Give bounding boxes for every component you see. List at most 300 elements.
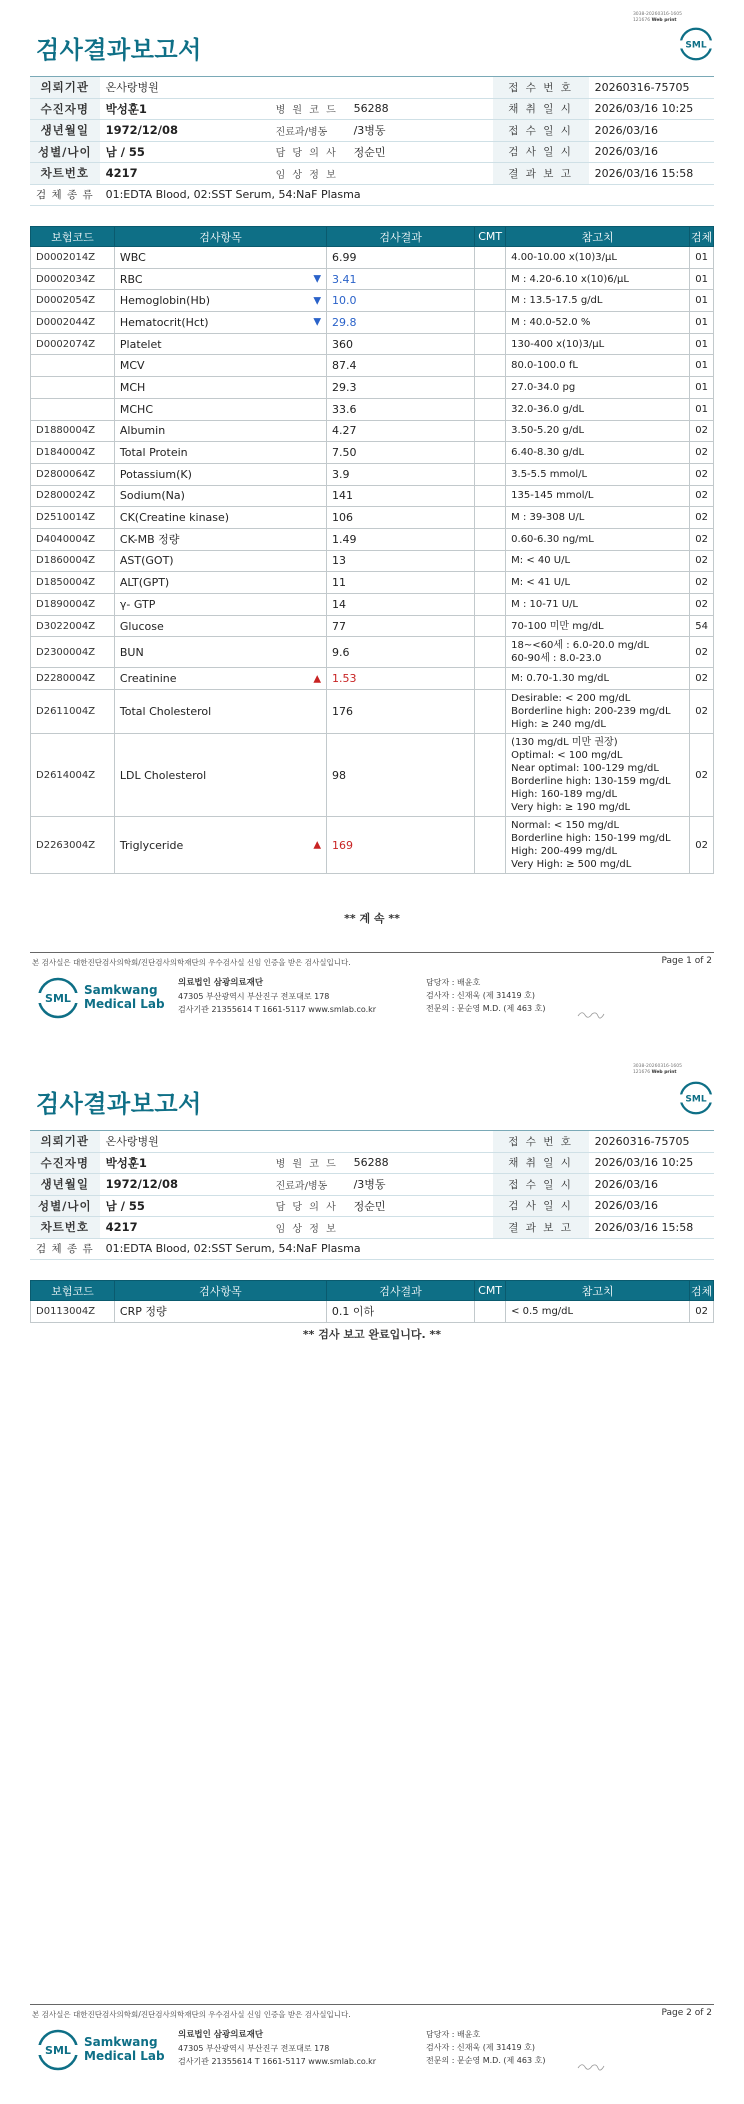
sexage-label: 성별/나이: [30, 141, 100, 163]
staff-label: 담당자 :: [426, 2030, 455, 2039]
specimen-value: 01:EDTA Blood, 02:SST Serum, 54:NaF Plasma: [100, 184, 714, 206]
cell-item: [114, 312, 326, 334]
brand-line2: Medical Lab: [84, 2049, 165, 2063]
cell-cmt: [475, 1301, 506, 1323]
cell-result: 169: [327, 817, 475, 874]
patient-info-table: [30, 76, 714, 206]
stamp-id: 3038-20260316-1605: [632, 12, 682, 17]
cell-code: D2800024Z: [31, 485, 115, 507]
cell-item: [114, 528, 326, 550]
client-label: 의뢰기관: [30, 1131, 100, 1153]
cell-cmt: [475, 637, 506, 668]
item-label: LDL Cholesterol: [119, 768, 207, 782]
cell-result: 3.9: [327, 463, 475, 485]
cell-item: [114, 355, 326, 377]
cell-result: 1.53: [327, 668, 475, 690]
cell-cmt: [475, 420, 506, 442]
cell-result: 106: [327, 507, 475, 529]
specialist-label: 전문의 :: [426, 1004, 455, 1013]
item-label: RBC: [119, 272, 143, 286]
org-name: 의료법인 삼광의료재단: [178, 2030, 264, 2040]
table-row: [31, 668, 714, 690]
cell-code: D2300004Z: [31, 637, 115, 668]
table-row: [31, 528, 714, 550]
table-row: [31, 507, 714, 529]
cell-result: 29.8: [327, 312, 475, 334]
results-table: [30, 226, 714, 874]
cell-code: D0002014Z: [31, 247, 115, 269]
cell-result: 3.41: [327, 268, 475, 290]
dept-value: /3병동: [348, 1174, 493, 1196]
doctor-value: 정순민: [348, 1195, 493, 1217]
cell-result: 14: [327, 594, 475, 616]
item-label: Sodium(Na): [119, 489, 185, 503]
test-date-label: 검 사 일 시: [493, 1195, 589, 1217]
cell-item: [114, 594, 326, 616]
cell-item: [114, 668, 326, 690]
cell-item: [114, 463, 326, 485]
cell-result: 98: [327, 734, 475, 817]
cell-result: 87.4: [327, 355, 475, 377]
chart-label: 차트번호: [30, 1217, 100, 1239]
cell-result: 33.6: [327, 398, 475, 420]
results-table: [30, 1280, 714, 1323]
cell-cmt: [475, 377, 506, 399]
item-label: γ- GTP: [119, 597, 156, 611]
cell-result: 141: [327, 485, 475, 507]
specialist-value: 문순영 M.D. (제 463 호): [456, 1004, 546, 1013]
cell-item: [114, 247, 326, 269]
cell-code: D1840004Z: [31, 442, 115, 464]
birth-label: 생년월일: [30, 120, 100, 142]
cell-item: [114, 507, 326, 529]
col-item: 검사항목: [114, 1281, 326, 1301]
patient-value: 박성훈1: [100, 98, 270, 120]
footer-logo-text: SML: [45, 992, 71, 1005]
cell-code: D0002054Z: [31, 290, 115, 312]
doctor-label: 담 당 의 사: [270, 141, 348, 163]
cell-cmt: [475, 442, 506, 464]
hospital-code-value: 56288: [348, 1152, 493, 1174]
item-label: BUN: [119, 645, 144, 659]
cell-cmt: [475, 247, 506, 269]
col-code: 보험코드: [31, 227, 115, 247]
receipt-no-label: 접 수 번 호: [493, 77, 589, 99]
clinical-value: [348, 163, 493, 185]
table-row: [31, 268, 714, 290]
page-number: Page 1 of 2: [661, 956, 712, 966]
table-row: [31, 290, 714, 312]
receipt-no-value: 20260316-75705: [589, 1131, 714, 1153]
cell-result: 11: [327, 572, 475, 594]
receipt-no-label: 접 수 번 호: [493, 1131, 589, 1153]
hospital-code-value: 56288: [348, 98, 493, 120]
cell-code: D2611004Z: [31, 690, 115, 734]
footer-divider: [30, 952, 714, 953]
low-flag-icon: ▼: [313, 295, 322, 307]
table-row: [31, 377, 714, 399]
cell-item: [114, 420, 326, 442]
sexage-value: 남 / 55: [100, 1195, 270, 1217]
cell-code: [31, 355, 115, 377]
logo-text: SML: [685, 1094, 707, 1105]
footer-org: [178, 2028, 376, 2068]
cell-result: 6.99: [327, 247, 475, 269]
cell-result: 1.49: [327, 528, 475, 550]
report-date-label: 결 과 보 고: [493, 1217, 589, 1239]
signature-icon: [576, 2060, 606, 2072]
cell-specimen: 02: [690, 690, 714, 734]
specimen-value: 01:EDTA Blood, 02:SST Serum, 54:NaF Plasma: [100, 1238, 714, 1260]
cell-cmt: [475, 550, 506, 572]
cell-specimen: 02: [690, 485, 714, 507]
cell-item: [114, 637, 326, 668]
table-row: [31, 442, 714, 464]
cell-cmt: [475, 398, 506, 420]
cell-specimen: 01: [690, 247, 714, 269]
org-contact: 검사기관 21355614 T 1661-5117 www.smlab.co.kr: [178, 2057, 377, 2066]
cell-result: 29.3: [327, 377, 475, 399]
cell-specimen: 02: [690, 572, 714, 594]
footer-divider: [30, 2004, 714, 2005]
cell-ref: 32.0-36.0 g/dL: [506, 398, 690, 420]
cell-cmt: [475, 594, 506, 616]
birth-label: 생년월일: [30, 1174, 100, 1196]
cell-cmt: [475, 290, 506, 312]
chart-value: 4217: [100, 163, 270, 185]
report-date-value: 2026/03/16 15:58: [589, 1217, 714, 1239]
sexage-label: 성별/나이: [30, 1195, 100, 1217]
cell-code: D1880004Z: [31, 420, 115, 442]
doctor-label: 담 당 의 사: [270, 1195, 348, 1217]
item-label: Albumin: [119, 424, 166, 438]
table-row: [31, 398, 714, 420]
cell-specimen: 01: [690, 398, 714, 420]
low-flag-icon: ▼: [313, 316, 322, 328]
sml-footer-logo-icon: [36, 976, 80, 1020]
continue-note: ** 계 속 **: [344, 912, 400, 925]
item-label: Creatinine: [119, 672, 177, 686]
cell-item: [114, 398, 326, 420]
cell-code: [31, 398, 115, 420]
cell-ref: 27.0-34.0 pg: [506, 377, 690, 399]
item-label: CK(Creatine kinase): [119, 511, 230, 525]
cell-cmt: [475, 690, 506, 734]
cell-code: D0002074Z: [31, 333, 115, 355]
item-label: CRP 정량: [119, 1305, 167, 1319]
footer-brand: [84, 2035, 165, 2063]
cell-code: D0002044Z: [31, 312, 115, 334]
cell-ref: M : 39-308 U/L: [506, 507, 690, 529]
high-flag-icon: ▲: [313, 673, 322, 685]
dept-value: /3병동: [348, 120, 493, 142]
cell-specimen: 02: [690, 463, 714, 485]
col-specimen: 검체: [690, 227, 714, 247]
cell-ref: M : 13.5-17.5 g/dL: [506, 290, 690, 312]
low-flag-icon: ▼: [313, 273, 322, 285]
cell-ref: 80.0-100.0 fL: [506, 355, 690, 377]
cell-specimen: 02: [690, 442, 714, 464]
patient-label: 수진자명: [30, 98, 100, 120]
sexage-value: 남 / 55: [100, 141, 270, 163]
cell-ref: 3.5-5.5 mmol/L: [506, 463, 690, 485]
cell-ref: Desirable: < 200 mg/dL Borderline high: 200-239 mg/dL High: ≥ 240 mg/dL: [506, 690, 690, 734]
org-address: 47305 부산광역시 부산진구 전포대로 178: [178, 992, 330, 1001]
end-note: ** 검사 보고 완료입니다. **: [302, 1328, 442, 1341]
cell-ref: Normal: < 150 mg/dL Borderline high: 150-199 mg/dL High: 200-499 mg/dL Very High: ≥ 500 mg/dL: [506, 817, 690, 874]
table-row: [31, 550, 714, 572]
cell-item: [114, 734, 326, 817]
cell-code: D1850004Z: [31, 572, 115, 594]
cell-code: D0002034Z: [31, 268, 115, 290]
cell-ref: < 0.5 mg/dL: [506, 1301, 690, 1323]
doctor-value: 정순민: [348, 141, 493, 163]
staff-label: 담당자 :: [426, 978, 455, 987]
org-address: 47305 부산광역시 부산진구 전포대로 178: [178, 2044, 330, 2053]
clinical-label: 임 상 정 보: [270, 163, 348, 185]
staff-value: 배윤호: [456, 978, 481, 987]
cell-item: [114, 572, 326, 594]
table-row: [31, 637, 714, 668]
print-stamp: [633, 12, 682, 24]
patient-info-table: [30, 1130, 714, 1260]
dept-label: 진료과/병동: [270, 120, 348, 142]
cell-cmt: [475, 507, 506, 529]
stamp-id: 3038-20260316-1605: [632, 1064, 682, 1069]
cell-item: [114, 615, 326, 637]
stamp-code: 121676: [632, 1070, 651, 1075]
cell-ref: M: < 41 U/L: [506, 572, 690, 594]
cell-ref: 18~<60세 : 6.0-20.0 mg/dL 60-90세 : 8.0-23.0: [506, 637, 690, 668]
report-title: 검사결과보고서: [36, 1090, 202, 1118]
cell-result: 10.0: [327, 290, 475, 312]
cell-specimen: 54: [690, 615, 714, 637]
footer-org: [178, 976, 376, 1016]
footer-staff: [426, 2028, 545, 2067]
cell-specimen: 02: [690, 734, 714, 817]
footer-brand: [84, 983, 165, 1011]
item-label: MCV: [119, 359, 145, 373]
cell-cmt: [475, 268, 506, 290]
cell-ref: M : 40.0-52.0 %: [506, 312, 690, 334]
table-row: [31, 734, 714, 817]
cell-code: D0113004Z: [31, 1301, 115, 1323]
cell-code: D2614004Z: [31, 734, 115, 817]
cell-cmt: [475, 463, 506, 485]
report-date-value: 2026/03/16 15:58: [589, 163, 714, 185]
sml-footer-logo-icon: [36, 2028, 80, 2072]
cell-specimen: 01: [690, 333, 714, 355]
cell-result: 7.50: [327, 442, 475, 464]
stamp-label: Web print: [651, 18, 677, 23]
cell-specimen: 01: [690, 268, 714, 290]
cell-cmt: [475, 615, 506, 637]
birth-value: 1972/12/08: [100, 120, 270, 142]
cell-item: [114, 550, 326, 572]
item-label: Triglyceride: [119, 838, 184, 852]
cell-ref: 3.50-5.20 g/dL: [506, 420, 690, 442]
table-row: [31, 333, 714, 355]
cell-ref: M: < 40 U/L: [506, 550, 690, 572]
receipt-date-label: 접 수 일 시: [493, 1174, 589, 1196]
col-specimen: 검체: [690, 1281, 714, 1301]
high-flag-icon: ▲: [313, 839, 322, 851]
brand-line1: Samkwang: [84, 2035, 158, 2049]
table-row: [31, 247, 714, 269]
collect-date-value: 2026/03/16 10:25: [589, 1152, 714, 1174]
item-label: AST(GOT): [119, 554, 174, 568]
client-value: 온사랑병원: [100, 77, 493, 99]
item-label: WBC: [119, 250, 146, 264]
item-label: Platelet: [119, 337, 162, 351]
cert-text: 본 검사실은 대한진단검사의학회/진단검사의학재단의 우수검사실 신임 인증을 받은 검사실입니다.: [32, 958, 351, 967]
cell-ref: 0.60-6.30 ng/mL: [506, 528, 690, 550]
cell-specimen: 01: [690, 312, 714, 334]
birth-value: 1972/12/08: [100, 1174, 270, 1196]
cell-cmt: [475, 734, 506, 817]
table-row: [31, 594, 714, 616]
cert-text: 본 검사실은 대한진단검사의학회/진단검사의학재단의 우수검사실 신임 인증을 받은 검사실입니다.: [32, 2010, 351, 2019]
sml-logo-icon: [678, 1080, 714, 1116]
cell-specimen: 02: [690, 420, 714, 442]
cell-code: D2510014Z: [31, 507, 115, 529]
cell-code: D3022004Z: [31, 615, 115, 637]
item-label: CK-MB 정량: [119, 533, 180, 547]
table-row: [31, 420, 714, 442]
item-label: Hemoglobin(Hb): [119, 294, 210, 308]
item-label: Glucose: [119, 619, 164, 633]
table-row: [31, 463, 714, 485]
col-code: 보험코드: [31, 1281, 115, 1301]
specialist-label: 전문의 :: [426, 2056, 455, 2065]
stamp-label: Web print: [651, 1070, 677, 1075]
item-label: Total Cholesterol: [119, 705, 212, 719]
item-label: Potassium(K): [119, 467, 192, 481]
test-date-value: 2026/03/16: [589, 1195, 714, 1217]
cell-ref: 135-145 mmol/L: [506, 485, 690, 507]
table-row: [31, 1301, 714, 1323]
cell-code: [31, 377, 115, 399]
cell-code: D2263004Z: [31, 817, 115, 874]
stamp-code: 121676: [632, 18, 651, 23]
print-stamp: [633, 1064, 682, 1076]
item-label: MCH: [119, 380, 146, 394]
cell-ref: (130 mg/dL 미만 권장) Optimal: < 100 mg/dL Near optimal: 100-129 mg/dL Borderline high: 130-159 mg/dL High: 160-189 mg/dL Very high: ≥ 190 mg/dL: [506, 734, 690, 817]
cell-specimen: 02: [690, 1301, 714, 1323]
chart-value: 4217: [100, 1217, 270, 1239]
table-row: [31, 355, 714, 377]
collect-date-label: 채 취 일 시: [493, 1152, 589, 1174]
logo-text: SML: [685, 40, 707, 51]
col-item: 검사항목: [114, 227, 326, 247]
item-label: MCHC: [119, 402, 154, 416]
item-label: Total Protein: [119, 446, 188, 460]
tester-label: 검사자 :: [426, 991, 455, 1000]
table-row: [31, 817, 714, 874]
specimen-label: 검 체 종 류: [30, 184, 100, 206]
cell-specimen: 02: [690, 594, 714, 616]
report-page-2: [0, 1052, 744, 2104]
col-ref: 참고치: [506, 227, 690, 247]
cell-result: 9.6: [327, 637, 475, 668]
test-date-value: 2026/03/16: [589, 141, 714, 163]
cell-specimen: 01: [690, 355, 714, 377]
cell-cmt: [475, 668, 506, 690]
cell-cmt: [475, 312, 506, 334]
brand-line1: Samkwang: [84, 983, 158, 997]
cell-specimen: 02: [690, 507, 714, 529]
client-label: 의뢰기관: [30, 77, 100, 99]
tester-value: 신재욱 (제 31419 호): [456, 2043, 535, 2052]
cell-item: [114, 442, 326, 464]
cell-result: 0.1 이하: [326, 1301, 474, 1323]
receipt-date-value: 2026/03/16: [589, 1174, 714, 1196]
cell-ref: M : 10-71 U/L: [506, 594, 690, 616]
dept-label: 진료과/병동: [270, 1174, 348, 1196]
cell-result: 4.27: [327, 420, 475, 442]
cell-item: [114, 817, 326, 874]
cell-specimen: 02: [690, 550, 714, 572]
cell-ref: 6.40-8.30 g/dL: [506, 442, 690, 464]
cell-item: [114, 290, 326, 312]
footer-staff: [426, 976, 545, 1015]
cell-item: [114, 485, 326, 507]
cell-code: D2280004Z: [31, 668, 115, 690]
cell-ref: 70-100 미만 mg/dL: [506, 615, 690, 637]
report-title: 검사결과보고서: [36, 36, 202, 64]
cell-code: D4040004Z: [31, 528, 115, 550]
receipt-no-value: 20260316-75705: [589, 77, 714, 99]
hospital-code-label: 병 원 코 드: [270, 98, 348, 120]
cell-specimen: 01: [690, 377, 714, 399]
table-row: [31, 615, 714, 637]
cell-ref: M : 4.20-6.10 x(10)6/μL: [506, 268, 690, 290]
chart-label: 차트번호: [30, 163, 100, 185]
col-result: 검사결과: [327, 227, 475, 247]
table-row: [31, 312, 714, 334]
col-ref: 참고치: [506, 1281, 690, 1301]
cell-cmt: [475, 485, 506, 507]
cell-cmt: [475, 355, 506, 377]
results-header-row: [31, 227, 714, 247]
col-result: 검사결과: [326, 1281, 474, 1301]
org-name: 의료법인 삼광의료재단: [178, 978, 264, 988]
org-contact: 검사기관 21355614 T 1661-5117 www.smlab.co.kr: [178, 1005, 377, 1014]
cell-item: [114, 268, 326, 290]
staff-value: 배윤호: [456, 2030, 481, 2039]
brand-line2: Medical Lab: [84, 997, 165, 1011]
collect-date-value: 2026/03/16 10:25: [589, 98, 714, 120]
clinical-value: [348, 1217, 493, 1239]
cell-cmt: [475, 817, 506, 874]
cell-specimen: 02: [690, 637, 714, 668]
cell-result: 360: [327, 333, 475, 355]
receipt-date-value: 2026/03/16: [589, 120, 714, 142]
clinical-label: 임 상 정 보: [270, 1217, 348, 1239]
cell-cmt: [475, 333, 506, 355]
cell-specimen: 02: [690, 668, 714, 690]
tester-value: 신재욱 (제 31419 호): [456, 991, 535, 1000]
cell-item: [114, 333, 326, 355]
report-date-label: 결 과 보 고: [493, 163, 589, 185]
specimen-label: 검 체 종 류: [30, 1238, 100, 1260]
cell-item: [114, 377, 326, 399]
signature-icon: [576, 1008, 606, 1020]
cell-ref: M: 0.70-1.30 mg/dL: [506, 668, 690, 690]
client-value: 온사랑병원: [100, 1131, 493, 1153]
footer-logo-text: SML: [45, 2044, 71, 2057]
cell-code: D1860004Z: [31, 550, 115, 572]
